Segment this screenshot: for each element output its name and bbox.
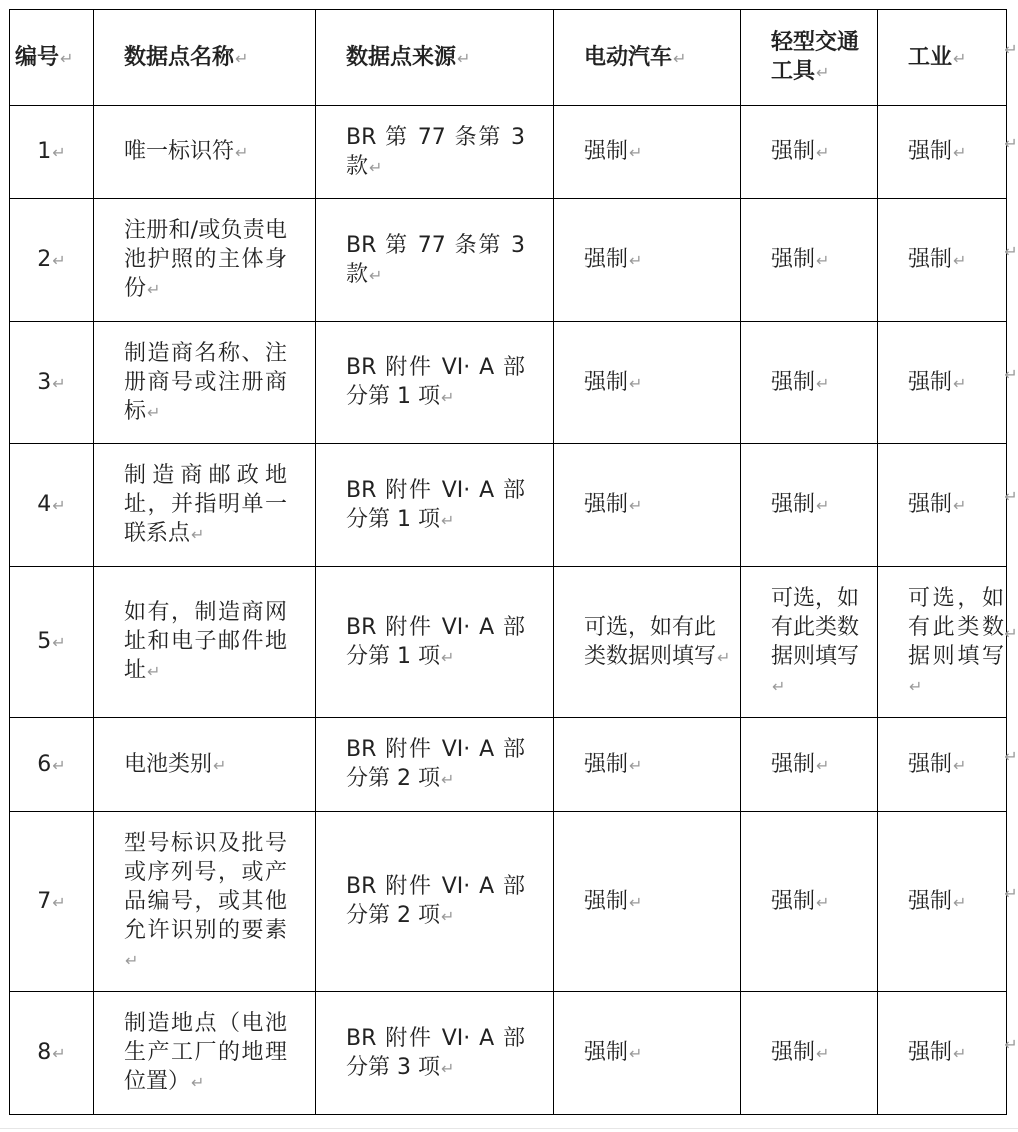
row-end-mark: ↵ [1004,39,1018,59]
paragraph-mark: ↵ [816,143,830,162]
cell-light-means-of-transport: 强制↵ [741,106,878,199]
header-number: 编号↵ [10,10,94,106]
cell-data-point-name: 唯一标识符↵ [94,106,316,199]
cell-data-point-source: BR 附件 VI· A 部分第 1 项↵ [316,322,554,444]
row-end-mark: ↵ [1004,624,1018,643]
table-row [10,718,1007,812]
paragraph-mark: ↵ [629,496,643,515]
paragraph-mark: ↵ [147,280,161,299]
paragraph-mark: ↵ [953,892,967,912]
paragraph-mark: ↵ [440,907,455,926]
cell-electric-vehicle: 强制↵ [554,199,741,322]
cell-industrial: 强制↵ [878,444,1007,567]
row-end-mark: ↵ [1004,746,1018,766]
cell-electric-vehicle: 可选，如有此类数据则填写↵ [554,567,741,718]
paragraph-mark: ↵ [629,755,643,775]
paragraph-mark: ↵ [953,755,967,775]
row-end-mark: ↵ [1004,1035,1018,1054]
row-end-mark: ↵ [1004,242,1018,261]
paragraph-mark: ↵ [909,676,923,696]
paragraph-mark: ↵ [52,373,66,393]
paragraph-mark: ↵ [191,1073,205,1092]
paragraph-mark: ↵ [191,525,205,544]
cell-data-point-name: 制造地点（电池生产工厂的地理位置）↵ [94,992,316,1115]
cell-industrial: 强制↵ [878,812,1007,992]
table-header-row [10,10,1007,106]
page-bottom-line [0,1128,1018,1129]
paragraph-mark: ↵ [369,157,383,177]
table-row [10,812,1007,992]
paragraph-mark: ↵ [52,755,66,775]
cell-number: 5↵ [10,567,94,718]
table-row [10,992,1007,1115]
paragraph-mark: ↵ [369,265,383,285]
row-end-mark: ↵ [1004,487,1018,506]
cell-data-point-name: 电池类别↵ [94,718,316,812]
paragraph-mark: ↵ [440,1058,455,1078]
table-row [10,106,1007,199]
cell-electric-vehicle: 强制↵ [554,992,741,1115]
paragraph-mark: ↵ [629,373,643,393]
cell-industrial: 可选，如有此类数据则填写↵ [878,567,1007,718]
paragraph-mark: ↵ [953,496,967,515]
paragraph-mark: ↵ [52,892,66,912]
paragraph-mark: ↵ [953,1044,967,1063]
paragraph-mark: ↵ [52,143,66,162]
paragraph-mark: ↵ [953,143,967,162]
cell-light-means-of-transport: 强制↵ [741,444,878,567]
cell-data-point-name: 制造商名称、注册商号或注册商标↵ [94,322,316,444]
cell-number: 8↵ [10,992,94,1115]
cell-number: 7↵ [10,812,94,992]
paragraph-mark: ↵ [816,496,830,515]
cell-number: 2↵ [10,199,94,322]
paragraph-mark: ↵ [52,251,66,270]
paragraph-mark: ↵ [235,143,249,162]
cell-industrial: 强制↵ [878,199,1007,322]
table-row [10,567,1007,718]
cell-data-point-source: BR 附件 VI· A 部分第 3 项↵ [316,992,554,1115]
battery-passport-data-table [9,9,1007,1115]
row-end-mark: ↵ [1004,134,1018,153]
paragraph-mark: ↵ [629,251,643,270]
paragraph-mark: ↵ [440,770,455,789]
cell-number: 1↵ [10,106,94,199]
paragraph-mark: ↵ [772,676,786,696]
header-light-means-of-transport: 轻型交通工具↵ [741,10,878,106]
paragraph-mark: ↵ [629,143,643,162]
cell-industrial: 强制↵ [878,718,1007,812]
paragraph-mark: ↵ [125,950,139,970]
cell-number: 4↵ [10,444,94,567]
paragraph-mark: ↵ [147,402,161,422]
cell-data-point-source: BR 第 77 条第 3 款↵ [316,106,554,199]
cell-number: 3↵ [10,322,94,444]
paragraph-mark: ↵ [629,1044,643,1063]
cell-data-point-source: BR 附件 VI· A 部分第 1 项↵ [316,444,554,567]
table-row [10,444,1007,567]
cell-light-means-of-transport: 强制↵ [741,992,878,1115]
cell-electric-vehicle: 强制↵ [554,322,741,444]
paragraph-mark: ↵ [213,755,227,775]
paragraph-mark: ↵ [717,647,731,667]
cell-data-point-name: 型号标识及批号或序列号，或产品编号，或其他允许识别的要素↵ [94,812,316,992]
cell-number: 6↵ [10,718,94,812]
table-row [10,322,1007,444]
paragraph-mark: ↵ [52,1044,66,1063]
cell-data-point-source: BR 附件 VI· A 部分第 2 项↵ [316,812,554,992]
cell-electric-vehicle: 强制↵ [554,718,741,812]
paragraph-mark: ↵ [816,755,830,775]
cell-data-point-name: 注册和/或负责电池护照的主体身份↵ [94,199,316,322]
cell-data-point-source: BR 附件 VI· A 部分第 1 项↵ [316,567,554,718]
cell-light-means-of-transport: 强制↵ [741,322,878,444]
paragraph-mark: ↵ [953,373,967,393]
cell-light-means-of-transport: 强制↵ [741,812,878,992]
paragraph-mark: ↵ [440,510,455,530]
table-row [10,199,1007,322]
header-data-point-source: 数据点来源↵ [316,10,554,106]
paragraph-mark: ↵ [816,1044,830,1063]
cell-light-means-of-transport: 强制↵ [741,199,878,322]
paragraph-mark: ↵ [816,373,830,393]
cell-data-point-source: BR 附件 VI· A 部分第 2 项↵ [316,718,554,812]
header-data-point-name: 数据点名称↵ [94,10,316,106]
cell-electric-vehicle: 强制↵ [554,444,741,567]
paragraph-mark: ↵ [52,496,66,515]
cell-data-point-name: 制造商邮政地址，并指明单一联系点↵ [94,444,316,567]
paragraph-mark: ↵ [629,892,643,912]
paragraph-mark: ↵ [52,633,66,652]
row-end-mark: ↵ [1004,883,1018,903]
paragraph-mark: ↵ [147,662,161,681]
cell-industrial: 强制↵ [878,992,1007,1115]
cell-light-means-of-transport: 强制↵ [741,718,878,812]
cell-electric-vehicle: 强制↵ [554,106,741,199]
cell-data-point-source: BR 第 77 条第 3 款↵ [316,199,554,322]
header-electric-vehicle: 电动汽车↵ [554,10,741,106]
paragraph-mark: ↵ [953,251,967,270]
cell-light-means-of-transport: 可选，如有此类数据则填写↵ [741,567,878,718]
paragraph-mark: ↵ [440,647,455,667]
cell-electric-vehicle: 强制↵ [554,812,741,992]
cell-data-point-name: 如有，制造商网址和电子邮件地址↵ [94,567,316,718]
paragraph-mark: ↵ [440,388,455,407]
paragraph-mark: ↵ [816,892,830,912]
row-end-mark: ↵ [1004,364,1018,384]
cell-industrial: 强制↵ [878,106,1007,199]
cell-industrial: 强制↵ [878,322,1007,444]
paragraph-mark: ↵ [816,251,830,270]
header-industrial: 工业↵ [878,10,1007,106]
